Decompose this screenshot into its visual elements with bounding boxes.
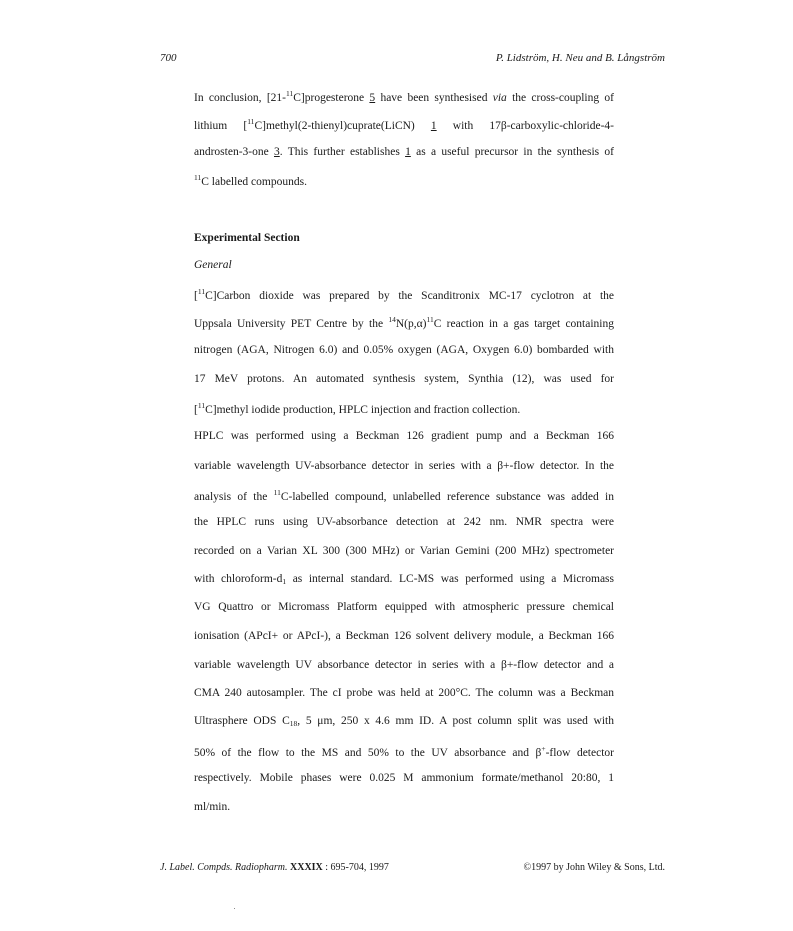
section-heading-experimental: Experimental Section <box>194 232 300 244</box>
paragraph-hplc-line: ml/min. <box>194 801 231 813</box>
paragraph-general-line: [$^{11}$C]Carbon dioxide was prepared by the Scanditronix MC-17 cyclotron at the <box>194 287 614 302</box>
paragraph-hplc-line: CMA 240 autosampler. The cI probe was held at 200°C. The column was a Beckman <box>194 687 614 699</box>
paragraph-hplc-line: variable wavelength UV absorbance detector in series with a β+-flow detector and a <box>194 659 614 671</box>
paragraph-general-line: nitrogen (AGA, Nitrogen 6.0) and 0.05% oxygen (AGA, Oxygen 6.0) bombarded with <box>194 344 614 356</box>
paragraph-hplc-line: HPLC was performed using a Beckman 126 gradient pump and a Beckman 166 <box>194 430 614 442</box>
footer-citation: J. Label. Compds. Radiopharm. XXXIX : 695-704, 1997 <box>160 862 389 873</box>
paragraph-general-line: 17 MeV protons. An automated synthesis system, Synthia (12), was used for <box>194 373 614 385</box>
paragraph-conclusion-line: androsten-3-one 3. This further establishes 1 as a useful precursor in the synthesis of <box>194 146 614 158</box>
paragraph-hplc-line: the HPLC runs using UV-absorbance detection at 242 nm. NMR spectra were <box>194 516 614 528</box>
paragraph-conclusion-line: lithium [$^{11}$C]methyl(2-thienyl)cuprate(LiCN) 1 with 17β-carboxylic-chloride-4- <box>194 117 614 132</box>
paragraph-hplc-line: with chloroform-$d_1$ as internal standard. LC-MS was performed using a Micromass <box>194 573 614 586</box>
paragraph-hplc-line: variable wavelength UV-absorbance detector in series with a β+-flow detector. In the <box>194 460 614 472</box>
paragraph-conclusion-line: In conclusion, [21-$^{11}$C]progesterone 5 have been synthesised via the cross-coupling of <box>194 89 614 104</box>
paragraph-general-line: Uppsala University PET Centre by the $^{14}N(p,\alpha)^{11}C$ reaction in a gas target containing <box>194 315 614 330</box>
footer-copyright: ©1997 by John Wiley & Sons, Ltd. <box>523 862 665 873</box>
paragraph-general-line: [$^{11}$C]methyl iodide production, HPLC injection and fraction collection. <box>194 401 521 416</box>
running-header-authors: P. Lidström, H. Neu and B. Långström <box>495 52 665 64</box>
paragraph-hplc-line: analysis of the $^{11}$C-labelled compound, unlabelled reference substance was added in <box>194 488 614 503</box>
scan-speck <box>234 908 235 909</box>
paragraph-hplc-line: Ultrasphere ODS $C_{18}$, 5 μm, 250 x 4.6 mm ID. A post column split was used with <box>194 715 614 728</box>
page-number: 700 <box>160 52 177 64</box>
paragraph-hplc-line: 50% of the flow to the MS and 50% to the UV absorbance and β+-flow detector <box>194 744 614 759</box>
paragraph-hplc-line: recorded on a Varian XL 300 (300 MHz) or Varian Gemini (200 MHz) spectrometer <box>194 545 614 557</box>
paragraph-hplc-line: respectively. Mobile phases were 0.025 M ammonium formate/methanol 20:80, 1 <box>194 772 614 784</box>
subsection-heading-general: General <box>194 259 232 271</box>
paragraph-hplc-line: VG Quattro or Micromass Platform equipped with atmospheric pressure chemical <box>194 601 614 613</box>
paragraph-hplc-line: ionisation (APcI+ or APcI-), a Beckman 126 solvent delivery module, a Beckman 166 <box>194 630 614 642</box>
paragraph-conclusion-line: $^{11}$C labelled compounds. <box>194 173 307 188</box>
